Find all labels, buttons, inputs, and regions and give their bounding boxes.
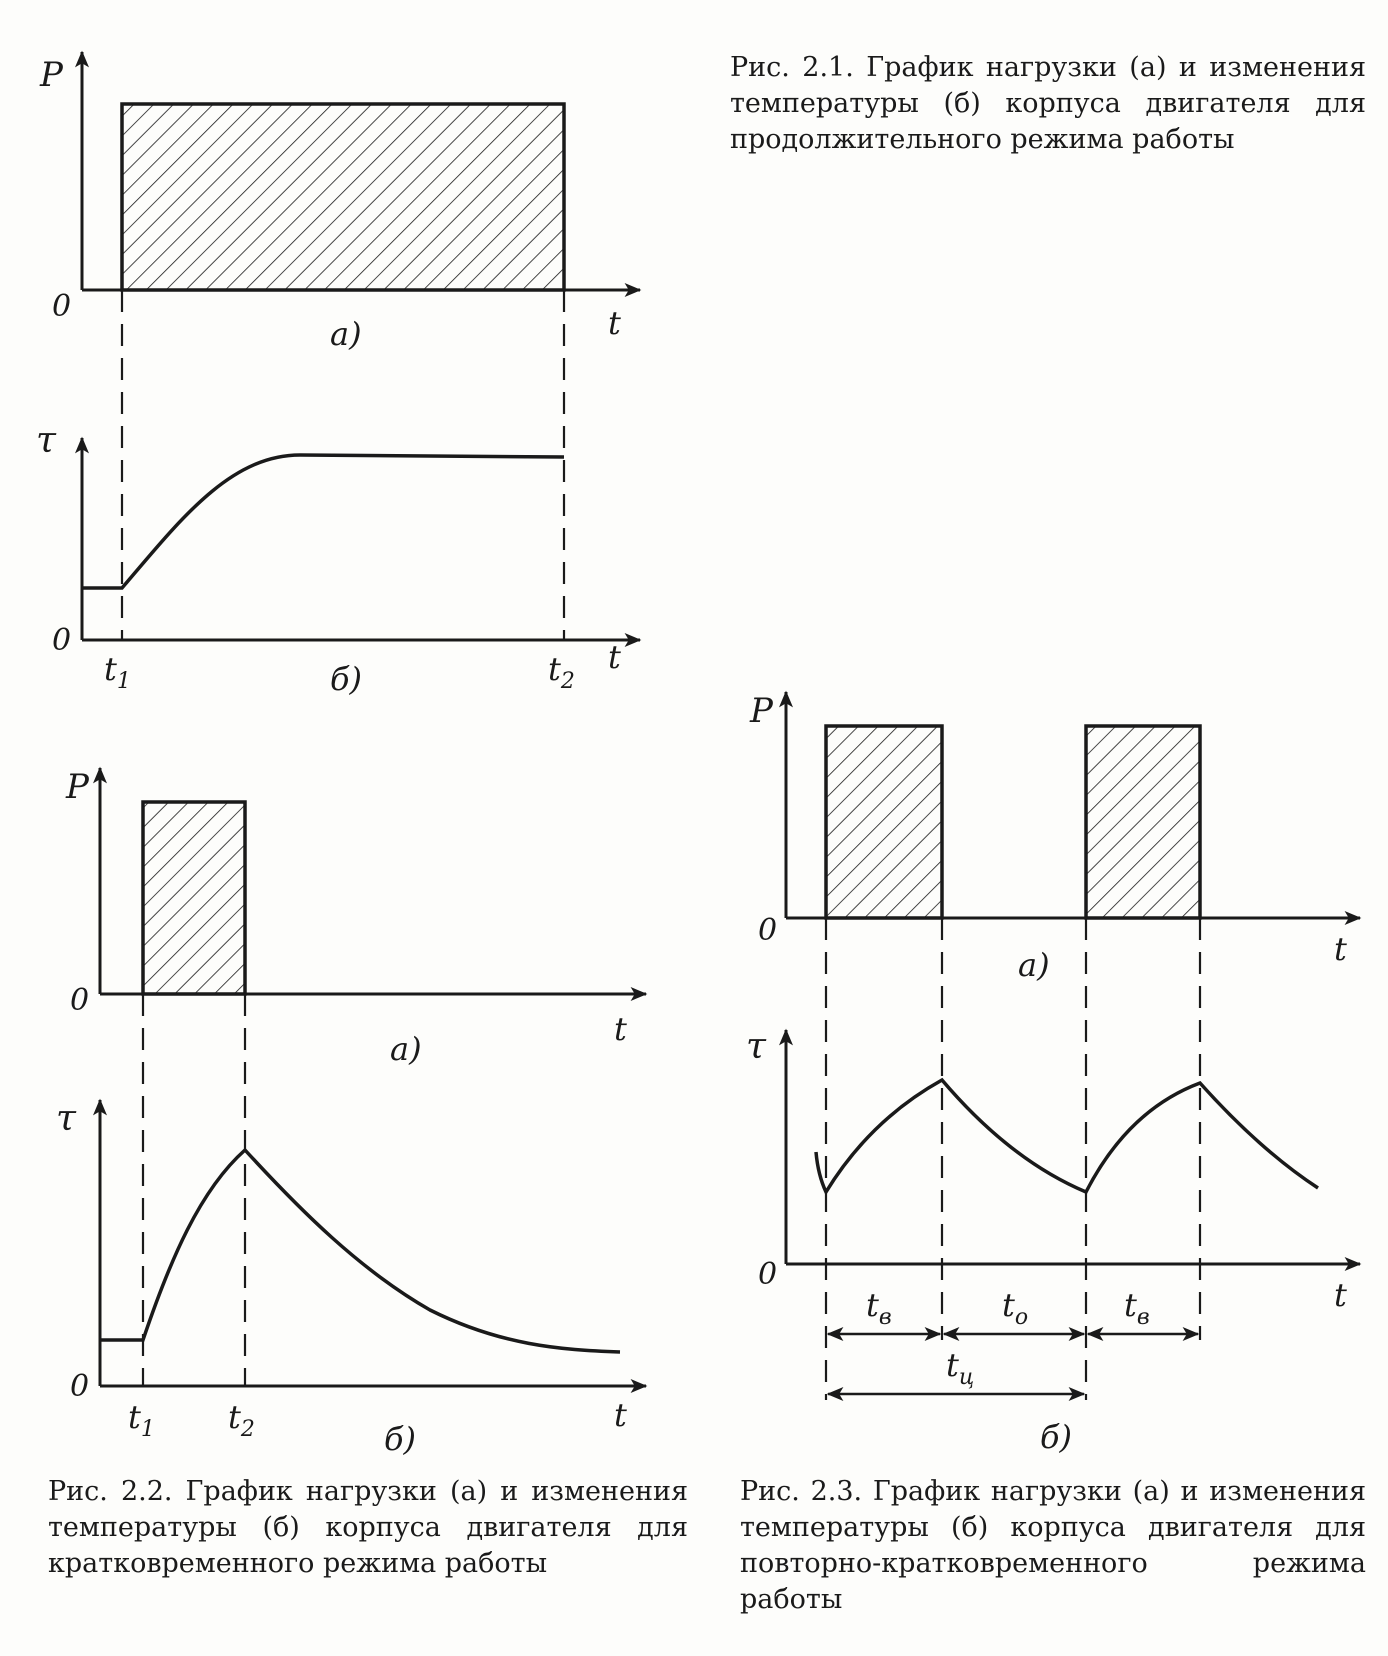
- fig3a-load-block-1: [826, 726, 942, 918]
- fig1a-t-label: t: [608, 304, 621, 342]
- fig2a-sub-label: а): [390, 1030, 422, 1068]
- fig2b-temperature-curve: [100, 1150, 620, 1352]
- fig3a-p-label: P: [750, 691, 773, 731]
- fig1a-p-label: P: [40, 55, 63, 95]
- fig3a-origin: 0: [758, 913, 778, 948]
- fig3b-t-label: t: [1334, 1276, 1347, 1314]
- fig1b-sub-label: б): [330, 660, 363, 698]
- fig2b-tau-label: τ: [56, 1098, 76, 1139]
- fig1a-sub-label: а): [330, 315, 362, 353]
- fig3a-t-label: t: [1334, 930, 1347, 968]
- fig3b-tv1-label: $t_в$: [866, 1286, 892, 1330]
- fig3a-sub-label: а): [1018, 946, 1050, 984]
- fig1b-t2-label: $t_2$: [548, 650, 575, 694]
- fig2b-t2-label: $t_2$: [228, 1398, 255, 1442]
- fig2a-t-label: t: [614, 1010, 627, 1048]
- fig2b-t-label: t: [614, 1396, 627, 1434]
- fig1a-origin: 0: [52, 289, 72, 324]
- fig1b-temperature-curve: [82, 455, 564, 588]
- fig1a-load-block: [122, 104, 564, 290]
- caption-fig-2-1: Рис. 2.1. График нагрузки (а) и изменения температуры (б) корпуса двигателя для продолжительного режима работы: [730, 52, 1366, 155]
- fig1b-t-label: t: [608, 638, 621, 676]
- caption-fig-2-3: Рис. 2.3. График нагрузки (а) и изменения температуры (б) корпуса двигателя для повторно-кратковременного режима работы: [740, 1476, 1366, 1615]
- fig3b-tc-label: $t_ц$: [946, 1346, 975, 1390]
- fig3b-tau-label: τ: [746, 1026, 766, 1067]
- fig1b-origin: 0: [52, 623, 72, 658]
- fig2b-origin: 0: [70, 1369, 90, 1404]
- fig2a-origin: 0: [70, 983, 90, 1018]
- fig2b-sub-label: б): [384, 1420, 417, 1458]
- caption-fig-2-2: Рис. 2.2. График нагрузки (а) и изменения температуры (б) корпуса двигателя для кратковременного режима работы: [48, 1476, 688, 1579]
- fig3b-tv2-label: $t_в$: [1124, 1286, 1150, 1330]
- fig3b-origin: 0: [758, 1257, 778, 1292]
- fig3a-load-block-2: [1086, 726, 1200, 918]
- fig1b-t1-label: $t_1$: [104, 650, 131, 694]
- fig2a-load-block: [143, 802, 245, 994]
- fig1b-tau-label: τ: [36, 420, 56, 461]
- fig3b-sub-label: б): [1040, 1418, 1073, 1456]
- fig3b-temperature-curve: [816, 1080, 1318, 1192]
- fig2b-t1-label: $t_1$: [128, 1398, 155, 1442]
- fig3b-to-label: $t_о$: [1002, 1286, 1029, 1330]
- fig2a-p-label: P: [66, 767, 89, 807]
- figure-2-2: [100, 768, 646, 1386]
